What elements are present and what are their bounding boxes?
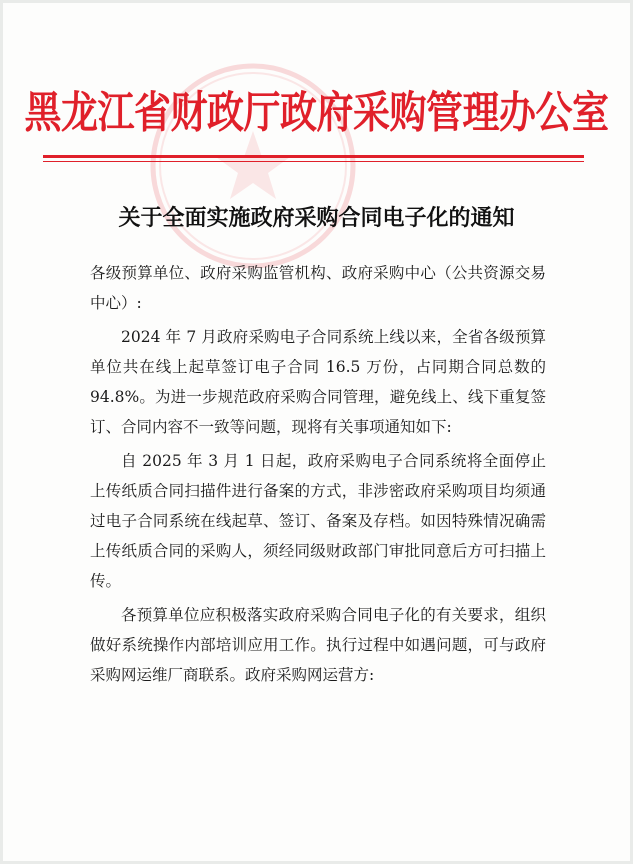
- notice-paragraph: 自 2025 年 3 月 1 日起，政府采购电子合同系统将全面停止上传纸质合同扫描件进行备案的方式，非涉密政府采购项目均须通过电子合同系统在线起草、签订、备案及存档。如因特殊情况确需上传纸质合同的采购人，须经同级财政部门审批同意后方可扫描上传。: [90, 452, 546, 590]
- notice-salutation: 各级预算单位、政府采购监管机构、政府采购中心（公共资源交易中心）:: [90, 264, 546, 312]
- document-page: [3, 3, 630, 861]
- letterhead-rule-thick: [43, 155, 584, 158]
- notice-title: 关于全面实施政府采购合同电子化的通知: [118, 205, 515, 231]
- notice-paragraph: 各预算单位应积极落实政府采购合同电子化的有关要求，组织做好系统操作内部培训应用工作。执行过程中如遇问题，可与政府采购网运维厂商联系。政府采购网运营方:: [90, 606, 546, 684]
- letterhead-title: 黑龙江省财政厅政府采购管理办公室: [24, 87, 609, 139]
- letterhead-rule-thin: [43, 161, 584, 162]
- notice-body: [90, 258, 546, 690]
- notice-paragraph: 2024 年 7 月政府采购电子合同系统上线以来，全省各级预算单位共在线上起草签订电子合同 16.5 万份，占同期合同总数的 94.8%。为进一步规范政府采购合同管理，避免线上、线下重复签订、合同内容不一致等问题，现将有关事项通知如下:: [90, 328, 546, 436]
